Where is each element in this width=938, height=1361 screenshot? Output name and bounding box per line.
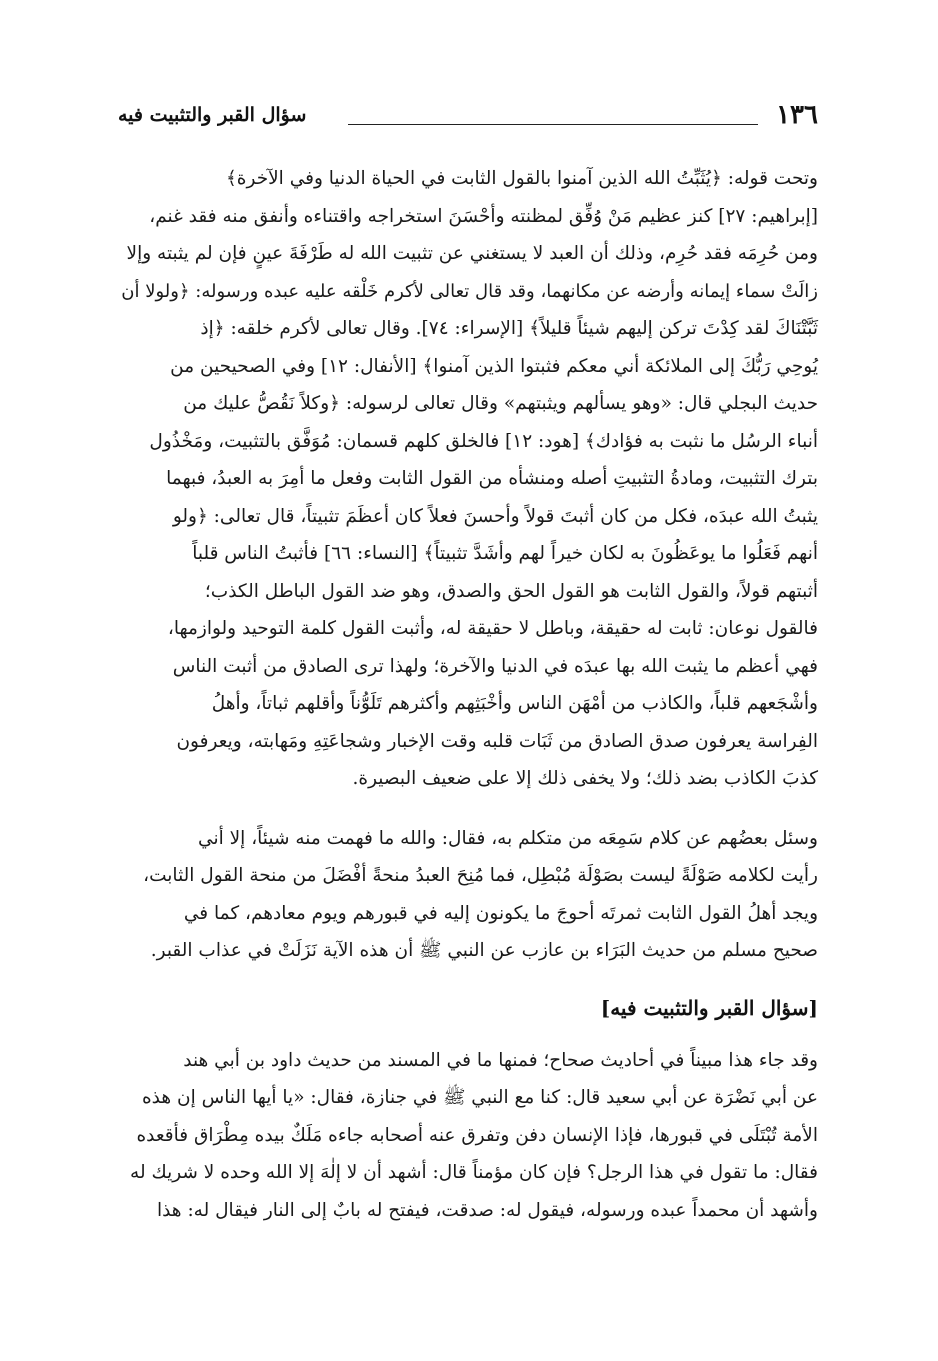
paragraph-2 xyxy=(118,820,818,970)
text-line: الفِراسة يعرفون صدق الصادق من ثَبَات قلبه وقت الإخبار وشجاعَتِهِ ومَهابته، ويعرفون xyxy=(176,730,818,752)
text-line: أنباء الرسُل ما نثبت به فؤادك﴾ [هود: ١٢] فالخلق كلهم قسمان: مُوَفَّق بالتثبيت، ومَخْذُول xyxy=(149,430,818,452)
text-line: فقال: ما تقول في هذا الرجل؟ فإن كان مؤمناً قال: أشهد أن لا إلٰهَ إلا الله وحده لا شريك له xyxy=(130,1162,818,1183)
text-line: حديث البجلي قال: «وهو يسألهم ويثبتهم» وقال تعالى لرسوله: ﴿وكلاً نَقُصُّ عليك من xyxy=(183,393,818,414)
page-body xyxy=(118,160,818,1229)
running-title: سؤال القبر والتثبيت فيه xyxy=(118,104,307,126)
text-line: وأشْجَعهم قلباً، والكاذب من أمْهَن الناس وأخْبَثِهم وأكثرهم تَلَوُّناً وأقلهم ثباتاً، وأهلُ xyxy=(211,693,818,714)
text-line: يُوحِي رَبُّكَ إلى الملائكة أني معكم فثبتوا الذين آمنوا﴾ [الأنفال: ١٢] وفي الصحيحين من xyxy=(170,355,818,377)
text-line: كذبَ الكاذب بضد ذلك؛ ولا يخفى ذلك إلا على ضعيف البصيرة. xyxy=(352,768,818,789)
text-line: [إبراهيم: ٢٧] كنز عظيم مَنْ وُفِّق لمظنته وأحْسَنَ استخراجه واقتناءه وأنفق منه فقد غنم، xyxy=(149,205,818,227)
text-line: وتحت قوله: ﴿يُثَبِّتُ الله الذين آمنوا بالقول الثابت في الحياة الدنيا وفي الآخرة﴾ xyxy=(225,168,818,189)
section-heading: [سؤال القبر والتثبيت فيه] xyxy=(600,995,818,1020)
text-line: ثَبَّتْنَاكَ لقد كِدْتَ تركن إليهم شيئاً قليلاً﴾ [الإسراء: ٧٤]. وقال تعالى لأكرم خلقه: ﴿إذ xyxy=(200,318,818,339)
text-line: أثبتهم قولاً، والقول الثابت هو القول الحق والصدق، وهو ضد القول الباطل الكذب؛ xyxy=(204,580,818,602)
text-line: وقد جاء هذا مبيناً في أحاديث صحاح؛ فمنها ما في المسند من حديث داود بن أبي هند xyxy=(183,1049,818,1071)
paragraph-1 xyxy=(118,160,818,798)
text-line: عن أبي نَضْرَة عن أبي سعيد قال: كنا مع النبي ﷺ في جنازة، فقال: «يا أيها الناس إن هذه xyxy=(141,1087,818,1108)
text-line: بترك التثبيت، ومادةُ التثبيتِ أصله ومنشأه من القول الثابت وفعل ما أمِرَ به العبدُ، فبهما xyxy=(166,468,818,489)
text-line: الأمة تُبْتَلَى في قبورها، فإذا الإنسان دفن وتفرق عنه أصحابه جاءه مَلَكٌ بيده مِطْرَاق فأقعده xyxy=(136,1124,818,1146)
text-line: يثبتُ الله عبدَه، فكل من كان أثبتَ قولاً وأحسنَ فعلاً كان أعظَمَ تثبيتاً، قال تعالى: ﴿ولو xyxy=(172,505,818,527)
paragraph-3 xyxy=(118,1042,818,1230)
text-line: وسئل بعضُهم عن كلام سَمِعَه من متكلم به، فقال: والله ما فهمت منه شيئاً، إلا أني xyxy=(198,827,818,849)
header-rule xyxy=(348,124,758,125)
text-line: ويجد أهلُ القول الثابت ثمرتَه أحوجَ ما يكونون إليه في قبورهم ويوم معادهم، كما في xyxy=(183,902,818,924)
text-line: وأشهد أن محمداً عبده ورسوله، فيقول له: صدقت، فيفتح له بابٌ إلى النار فيقال له: هذا xyxy=(156,1199,818,1221)
text-line: ومن حُرِمَه فقد حُرِم، وذلك أن العبد لا يستغني عن تثبيت الله له طَرْفَةَ عينٍ فإن لم يثبته وإلا xyxy=(126,243,818,264)
text-line: أنهم فَعَلُوا ما يوعَظُونَ به لكان خيراً لهم وأشَدَّ تثبيتاً﴾ [النساء: ٦٦] فأثبتُ الناس قلباً xyxy=(192,543,818,564)
text-line: زالَتْ سماء إيمانه وأرضه عن مكانهما، وقد قال تعالى لأكرم خَلْقه عليه عبده ورسوله: ﴿ولولا أن xyxy=(121,280,818,302)
text-line: فهي أعظم ما يثبت الله بها عبدَه في الدنيا والآخرة؛ ولهذا ترى الصادق من أثبت الناس xyxy=(172,655,818,677)
text-line: فالقول نوعان: ثابت له حقيقة، وباطل لا حقيقة له، وأثبت القول كلمة التوحيد ولوازمها، xyxy=(167,618,818,639)
text-line: صحيح مسلم من حديث البَرَاء بن عازب عن النبي ﷺ أن هذه الآية نَزَلَتْ في عذاب القبر. xyxy=(150,940,818,961)
page-header xyxy=(118,96,818,136)
page-number: ١٣٦ xyxy=(776,100,818,130)
text-line: رأيت لكلامه صَوْلَةً ليست بصَوْلَة مُبْطِل، فما مُنِحَ العبدُ منحةً أفْضَلَ من منحة القول الثابت، xyxy=(143,865,818,886)
